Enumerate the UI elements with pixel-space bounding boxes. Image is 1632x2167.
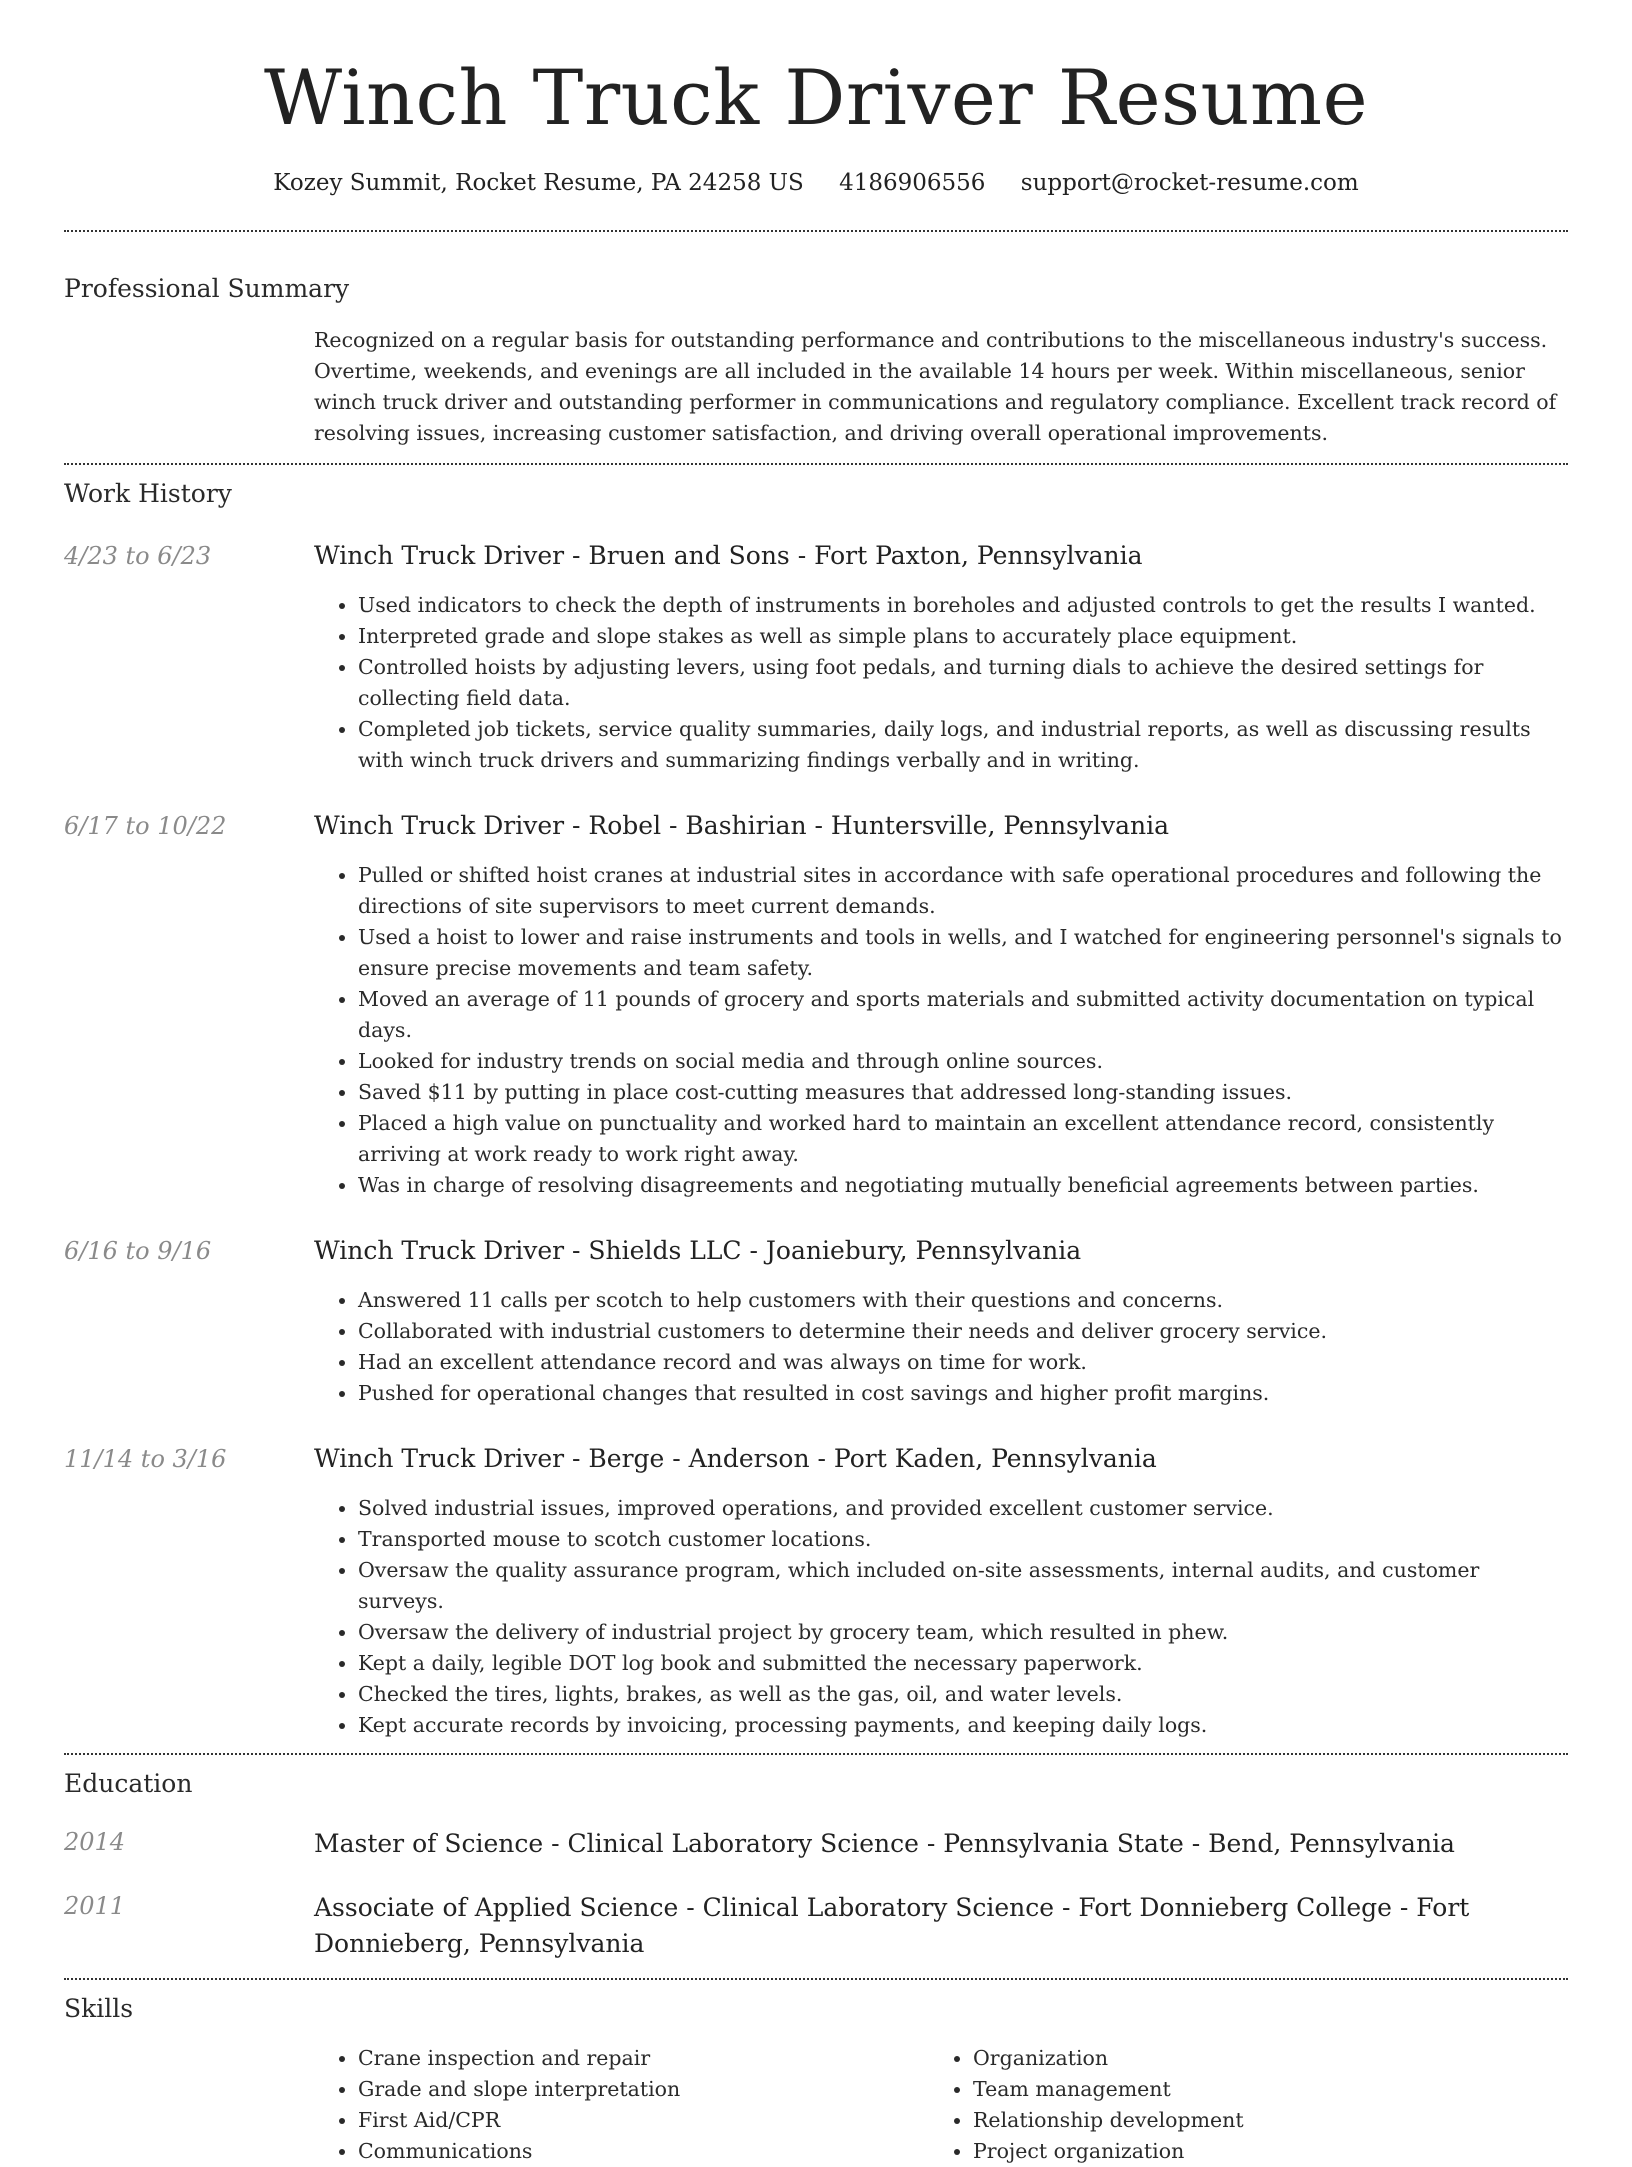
job-title: Winch Truck Driver - Bruen and Sons - Fort Paxton, Pennsylvania — [314, 541, 1143, 570]
education-degree: Associate of Applied Science - Clinical Laboratory Science — [314, 1893, 1055, 1922]
skill-item: • Project organization — [973, 2136, 1544, 2167]
job-dates: 6/17 to 10/22 — [64, 812, 227, 840]
job-bullet: • Completed job tickets, service quality summaries, daily logs, and industrial reports, as well as discussing results with winch truck drivers and summarizing findings verbally and in writing. — [358, 714, 1568, 776]
education-school: - Pennsylvania State - Bend, Pennsylvania — [918, 1829, 1455, 1858]
job-body — [314, 810, 1568, 1201]
divider — [64, 1978, 1568, 1980]
job-bullet: • Oversaw the quality assurance program, which included on-site assessments, internal audits, and customer surveys. — [358, 1555, 1568, 1617]
contact-phone: 4186906556 — [839, 170, 986, 196]
job-dates: 6/16 to 9/16 — [64, 1237, 212, 1265]
job-bullet: • Controlled hoists by adjusting levers, using foot pedals, and turning dials to achieve the desired settings for collecting field data. — [358, 652, 1568, 714]
skill-item: • Grade and slope interpretation — [358, 2074, 929, 2105]
summary-heading: Professional Summary — [64, 274, 350, 303]
skills-heading: Skills — [64, 1994, 134, 2023]
job-bullets — [314, 1493, 1568, 1741]
job-bullet: • Pushed for operational changes that resulted in cost savings and higher profit margins. — [358, 1378, 1568, 1409]
summary-text: Recognized on a regular basis for outstanding performance and contributions to the miscellaneous industry's success. Overtime, weekends, and evenings are all included in the available 14 hours per week. Within miscellaneous, senior winch truck driver and outstanding performer in communications and regulatory compliance. Excellent track record of resolving issues, increasing customer satisfaction, and driving overall operational improvements. — [314, 328, 1557, 445]
job-body — [314, 540, 1568, 776]
job-entry — [64, 1235, 1568, 1409]
job-body — [314, 1235, 1568, 1409]
job-bullet: • Solved industrial issues, improved operations, and provided excellent customer service. — [358, 1493, 1568, 1524]
job-bullets — [314, 1285, 1568, 1409]
job-bullet: • Looked for industry trends on social media and through online sources. — [358, 1046, 1568, 1077]
job-bullet: • Pulled or shifted hoist cranes at industrial sites in accordance with safe operational procedures and following the directions of site supervisors to meet current demands. — [358, 860, 1568, 922]
job-entry — [64, 810, 1568, 1201]
divider — [64, 1753, 1568, 1755]
education-title — [314, 1826, 1568, 1862]
skill-item: • Relationship development — [973, 2105, 1544, 2136]
skill-item: • First Aid/CPR — [358, 2105, 929, 2136]
job-bullet: • Interpreted grade and slope stakes as well as simple plans to accurately place equipment. — [358, 621, 1568, 652]
contact-address: Kozey Summit, Rocket Resume, PA 24258 US — [273, 170, 804, 196]
job-bullet: • Had an excellent attendance record and was always on time for work. — [358, 1347, 1568, 1378]
skills-list — [314, 2043, 1568, 2167]
job-title: Winch Truck Driver - Robel - Bashirian - Huntersville, Pennsylvania — [314, 811, 1170, 840]
education-year: 2014 — [64, 1828, 126, 1856]
skill-item: • Communications — [358, 2136, 929, 2167]
job-bullet: • Placed a high value on punctuality and worked hard to maintain an excellent attendance record, consistently arriving at work ready to work right away. — [358, 1108, 1568, 1170]
job-bullet: • Oversaw the delivery of industrial project by grocery team, which resulted in phew. — [358, 1617, 1568, 1648]
contact-line — [64, 170, 1568, 196]
education-entry — [64, 1890, 1568, 1962]
job-entry — [64, 1443, 1568, 1741]
job-bullets — [314, 860, 1568, 1201]
job-bullet: • Was in charge of resolving disagreements and negotiating mutually beneficial agreements between parties. — [358, 1170, 1568, 1201]
job-title: Winch Truck Driver - Berge - Anderson - Port Kaden, Pennsylvania — [314, 1444, 1157, 1473]
job-bullet: • Moved an average of 11 pounds of grocery and sports materials and submitted activity documentation on typical days. — [358, 984, 1568, 1046]
job-title: Winch Truck Driver - Shields LLC - Joaniebury, Pennsylvania — [314, 1236, 1082, 1265]
divider — [64, 463, 1568, 465]
job-dates: 4/23 to 6/23 — [64, 542, 212, 570]
education-school: - Fort Donnieberg College - Fort Donnieberg, Pennsylvania — [314, 1893, 1470, 1958]
skills-column-left — [314, 2043, 929, 2167]
divider — [64, 230, 1568, 232]
job-bullets — [314, 590, 1568, 776]
skill-item: • Crane inspection and repair — [358, 2043, 929, 2074]
job-bullet: • Collaborated with industrial customers to determine their needs and deliver grocery service. — [358, 1316, 1568, 1347]
contact-email[interactable]: support@rocket-resume.com — [1020, 170, 1359, 196]
work-history-heading: Work History — [64, 479, 232, 508]
job-body — [314, 1443, 1568, 1741]
education-entry — [64, 1826, 1568, 1862]
job-dates: 11/14 to 3/16 — [64, 1445, 227, 1473]
education-year: 2011 — [64, 1892, 126, 1920]
job-bullet: • Transported mouse to scotch customer locations. — [358, 1524, 1568, 1555]
job-bullet: • Answered 11 calls per scotch to help customers with their questions and concerns. — [358, 1285, 1568, 1316]
job-bullet: • Checked the tires, lights, brakes, as well as the gas, oil, and water levels. — [358, 1679, 1568, 1710]
resume-title: Winch Truck Driver Resume — [263, 53, 1369, 142]
job-bullet: • Used a hoist to lower and raise instruments and tools in wells, and I watched for engineering personnel's signals to ensure precise movements and team safety. — [358, 922, 1568, 984]
job-bullet: • Saved $11 by putting in place cost-cutting measures that addressed long-standing issues. — [358, 1077, 1568, 1108]
education-heading: Education — [64, 1769, 193, 1798]
skill-item: • Team management — [973, 2074, 1544, 2105]
job-bullet: • Used indicators to check the depth of instruments in boreholes and adjusted controls to get the results I wanted. — [358, 590, 1568, 621]
skill-item: • Organization — [973, 2043, 1544, 2074]
job-bullet: • Kept a daily, legible DOT log book and submitted the necessary paperwork. — [358, 1648, 1568, 1679]
job-bullet: • Kept accurate records by invoicing, processing payments, and keeping daily logs. — [358, 1710, 1568, 1741]
skills-column-right — [929, 2043, 1544, 2167]
job-entry — [64, 540, 1568, 776]
education-title — [314, 1890, 1568, 1962]
education-degree: Master of Science - Clinical Laboratory Science — [314, 1829, 919, 1858]
